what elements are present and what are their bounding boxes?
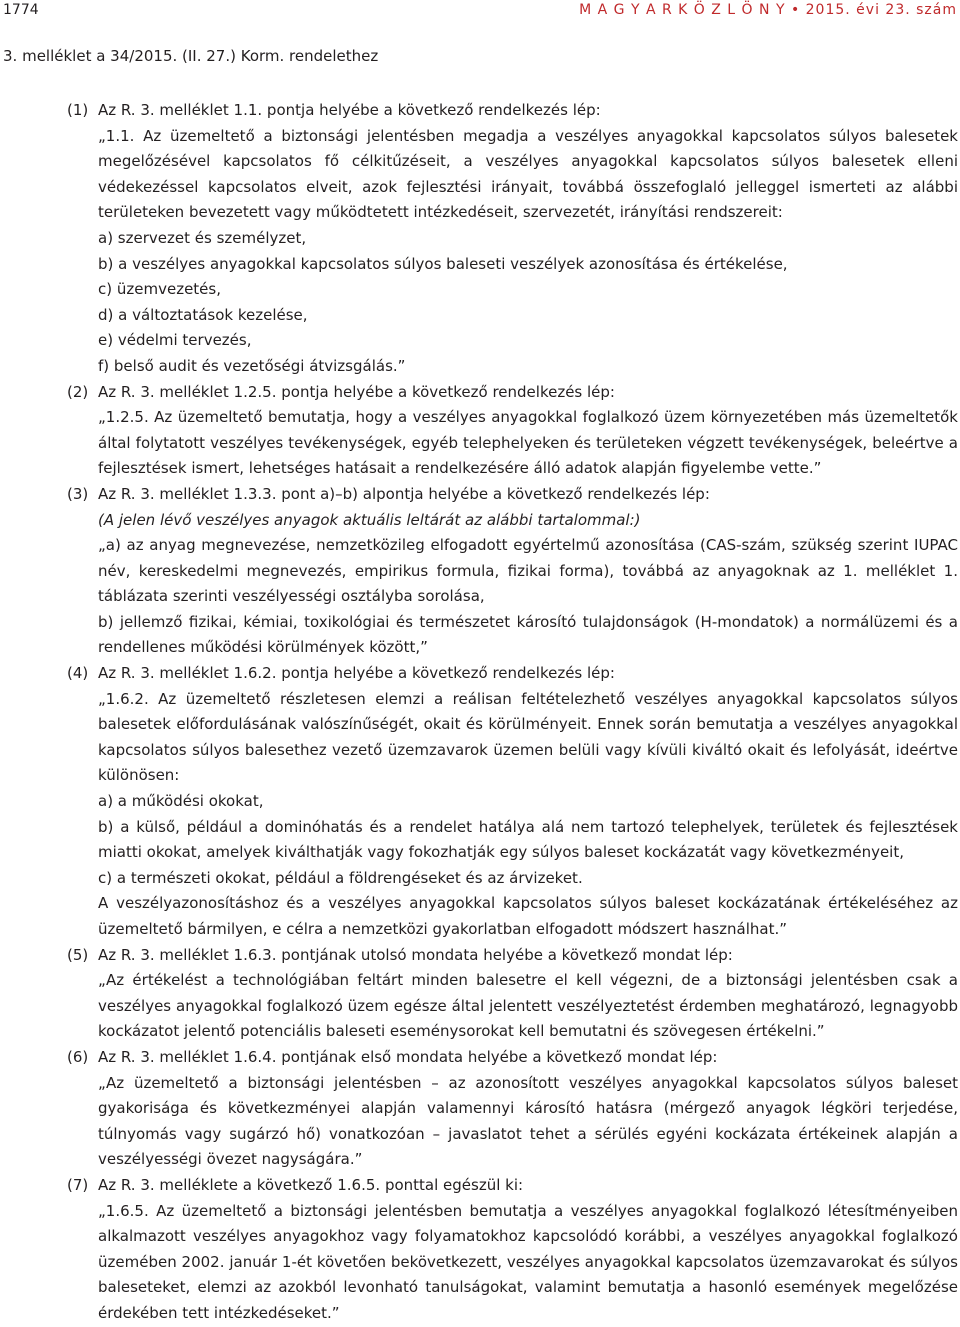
journal-title: M A G Y A R K Ö Z L Ö N Y • 2015. évi 23. szám [579, 2, 957, 18]
item-number: (7) [67, 1175, 89, 1194]
item-intro: Az R. 3. melléklet 1.6.2. pontja helyébe a következő rendelkezés lép: [98, 664, 615, 683]
list-item: f) belső audit és vezetőségi átvizsgálás.” [98, 356, 406, 375]
page-header [0, 0, 960, 24]
document-body [0, 98, 958, 1327]
item-intro: Az R. 3. melléklete a következő 1.6.5. ponttal egészül ki: [98, 1175, 524, 1194]
amendment-item-3 [0, 482, 958, 661]
amendment-item-1 [0, 98, 958, 380]
item-paragraph: b) jellemző fizikai, kémiai, toxikológiai és természetet károsító tulajdonságok (H-mondatok) a normálüzemi és a rendellenes működési körülmények között,” [98, 612, 958, 657]
amendment-item-4 [0, 661, 958, 943]
item-paragraph: „Az értékelést a technológiában feltárt minden balesetre el kell végezni, de a biztonsági jelentésben csak a veszélyes anyagokkal foglalkozó üzem egésze által jelentett veszélyeztetést érdemben meghatározó, legnagyobb kockázatot jelentő potenciális baleseti eseménysorokat kell bemutatni és szövegesen értékelni.” [98, 971, 958, 1041]
page-number: 1774 [3, 2, 39, 18]
list-item: a) szervezet és személyzet, [98, 228, 307, 247]
item-intro: Az R. 3. melléklet 1.3.3. pont a)–b) alpontja helyébe a következő rendelkezés lép: [98, 484, 710, 503]
list-item: b) a veszélyes anyagokkal kapcsolatos súlyos baleseti veszélyek azonosítása és értékelése, [98, 254, 788, 273]
item-number: (3) [67, 484, 89, 503]
item-number: (2) [67, 382, 89, 401]
amendment-item-2 [0, 380, 958, 482]
amendment-item-6 [0, 1045, 958, 1173]
item-number: (1) [67, 101, 89, 119]
list-item: d) a változtatások kezelése, [98, 305, 308, 324]
item-number: (6) [67, 1047, 89, 1066]
item-intro: Az R. 3. melléklet 1.6.4. pontjának első mondata helyébe a következő mondat lép: [98, 1047, 718, 1066]
amendment-item-5 [0, 943, 958, 1045]
list-item: b) a külső, például a dominóhatás és a rendelet hatálya alá nem tartozó telephelyek, területek és fejlesztések miatti okokat, amelyek kiválthatják vagy fokozhatják egy súlyos baleset kockázatát vagy következményeit, [98, 817, 958, 862]
item-paragraph: „1.2.5. Az üzemeltető bemutatja, hogy a veszélyes anyagokkal foglalkozó üzem környezetében más üzemeltetők által folytatott veszélyes tevékenységek, egyéb telephelyeken és területeken végzett tevékenységek, beleértve a fejlesztések ismert, lehetséges hatásait a rendelkezésére álló adatok alapján figyelembe vette.” [98, 408, 958, 478]
item-intro: Az R. 3. melléklet 1.6.3. pontjának utolsó mondata helyébe a következő mondat lép: [98, 945, 733, 964]
item-paragraph: „1.6.5. Az üzemeltető a biztonsági jelentésben bemutatja a veszélyes anyagokkal foglalkozó létesítményeiben alkalmazott veszélyes anyagokhoz vagy folyamatokhoz kapcsolódó korábbi, a veszélyes anyagokkal foglalkozó üzemében 2002. január 1-ét követően bekövetkezett, veszélyes anyagokkal kapcsolatos üzemzavarokat és súlyos baleseteket, elemzi az azokból levonható tanulságokat, valamint bemutatja a hasonló események megelőzése érdekében tett intézkedéseket.” [98, 1201, 958, 1322]
item-paragraph: A veszélyazonosításhoz és a veszélyes anyagokkal kapcsolatos súlyos baleset kockázatának értékeléséhez az üzemeltető bármilyen, e célra a nemzetközi gyakorlatban elfogadott módszert használhat.” [98, 894, 958, 938]
item-paragraph: „1.1. Az üzemeltető a biztonsági jelentésben megadja a veszélyes anyagokkal kapcsolatos súlyos balesetek megelőzésével kapcsolatos fő célkitűzéseit, a veszélyes anyagokkal kapcsolatos súlyos balesetek elleni védekezéssel kapcsolatos elveit, azok fejlesztési irányait, továbbá összefoglaló jelleggel ismerteti az alábbi területeken bevezetett vagy működtetett intézkedéseit, szervezetét, irányítási rendszereit: [98, 126, 958, 222]
list-item: c) a természeti okokat, például a földrengéseket és az árvizeket. [98, 868, 583, 887]
list-item: e) védelmi tervezés, [98, 331, 252, 350]
item-number: (5) [67, 945, 89, 964]
item-number: (4) [67, 664, 89, 683]
amendment-item-7 [0, 1173, 958, 1327]
list-item: a) a működési okokat, [98, 792, 264, 811]
item-intro: Az R. 3. melléklet 1.1. pontja helyébe a következő rendelkezés lép: [98, 101, 601, 119]
italic-context: (A jelen lévő veszélyes anyagok aktuális leltárát az alábbi tartalommal:) [98, 510, 641, 529]
annex-title: 3. melléklet a 34/2015. (II. 27.) Korm. rendelethez [3, 47, 379, 65]
item-paragraph: „1.6.2. Az üzemeltető részletesen elemzi a reálisan feltételezhető veszélyes anyagokkal kapcsolatos súlyos balesetek előfordulásának valószínűségét, okait és körülményeit. Ennek során bemutatja a veszélyes anyagokkal kapcsolatos súlyos balesethez vezető üzemzavarok üzemen belüli vagy kívüli kiváltó okait és lefolyását, ideértve különösen: [98, 689, 958, 785]
item-paragraph: „Az üzemeltető a biztonsági jelentésben – az azonosított veszélyes anyagokkal kapcsolatos súlyos baleset gyakorisága és következményei alapján valamennyi károsító hatásra (mérgező anyagok légköri terjedése, túlnyomás vagy sugárzó hő) vonatkozóan – javaslatot tehet a sérülés egyéni kockázata értékeinek alapján a veszélyességi övezet nagyságára.” [98, 1073, 958, 1169]
item-intro: Az R. 3. melléklet 1.2.5. pontja helyébe a következő rendelkezés lép: [98, 382, 615, 401]
item-paragraph: „a) az anyag megnevezése, nemzetközileg elfogadott egyértelmű azonosítása (CAS-szám, szükség szerint IUPAC név, kereskedelmi megnevezés, empirikus formula, fizikai forma), továbbá az anyagoknak az 1. melléklet 1. táblázata szerinti veszélyességi osztályba sorolása, [98, 536, 958, 606]
list-item: c) üzemvezetés, [98, 280, 221, 299]
